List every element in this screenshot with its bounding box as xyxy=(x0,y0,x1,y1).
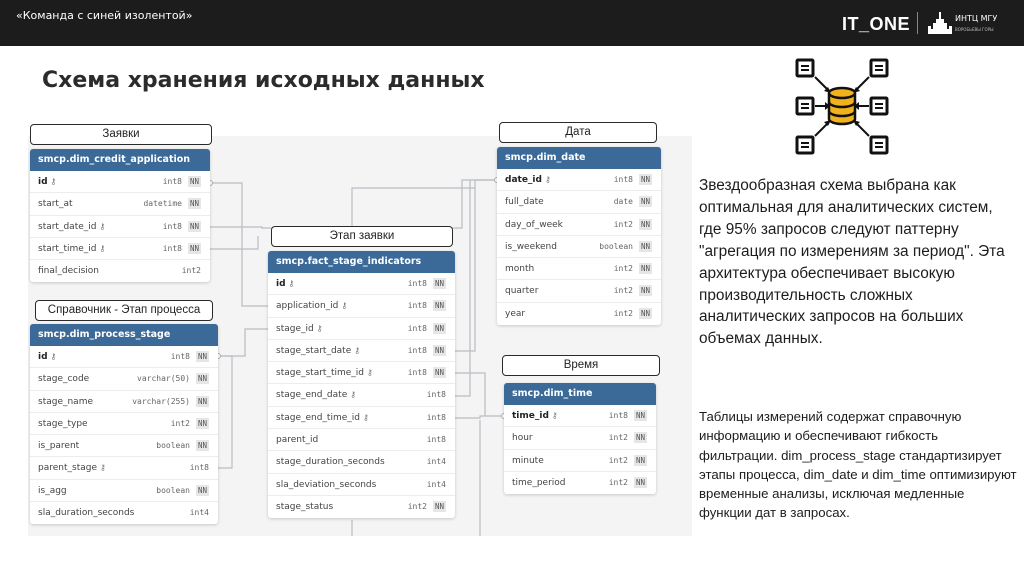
column-type: int2 xyxy=(170,418,190,428)
column-name-text: sla_deviation_seconds xyxy=(276,479,377,490)
column-name xyxy=(512,478,566,488)
column-name xyxy=(512,411,558,421)
column-name-text: start_time_id xyxy=(38,243,97,254)
msu-logo-subtext: ВОРОБЬЕВЫ ГОРЫ xyxy=(955,27,994,32)
column-name-text: stage_start_date xyxy=(276,345,352,356)
label-process-reference: Справочник - Этап процесса xyxy=(35,300,213,321)
team-name: «Команда с синей изолентой» xyxy=(16,9,193,22)
not-null-badge: NN xyxy=(189,177,199,186)
column-type: int8 xyxy=(608,411,628,420)
column-name-text: month xyxy=(505,264,535,275)
table-row[interactable] xyxy=(30,238,210,260)
description-secondary: Таблицы измерений содержат справочную информацию и обеспечивают гибкость фильтрации. dim_process_stage стандартизирует этапы процесса, dim_date и dim_time оптимизируют временные анализы, исключая медленные функции дат в запросах. xyxy=(699,409,1017,521)
not-null-badge: NN xyxy=(189,221,199,231)
table-row[interactable] xyxy=(30,413,218,435)
not-null-badge: NN xyxy=(197,396,207,406)
column-name-text: stage_end_date xyxy=(276,390,348,401)
column-name xyxy=(276,279,294,289)
column-name xyxy=(38,441,79,451)
not-null-badge: NN xyxy=(434,345,444,355)
column-name xyxy=(38,463,106,473)
column-name-text: id xyxy=(38,177,48,187)
table-row[interactable] xyxy=(30,260,210,282)
table-row[interactable] xyxy=(268,429,455,451)
table-row[interactable] xyxy=(30,502,218,524)
key-icon: ⚷ xyxy=(316,323,323,333)
column-type: int2 xyxy=(608,477,628,487)
description-main: Звездообразная схема выбрана как оптимальная для аналитических систем, где 95% запросов следуют паттерну "агрегация по измерениям за период". Эта архитектура обеспечивает высокую производительность сложных аналитических запросов на больших объемах данных. xyxy=(699,177,1005,348)
column-name xyxy=(505,242,557,252)
column-name xyxy=(505,175,551,185)
table-row[interactable] xyxy=(497,214,661,236)
label-stage: Этап заявки xyxy=(271,226,453,247)
column-type: int2 xyxy=(613,308,633,318)
not-null-badge: NN xyxy=(434,368,444,378)
column-name xyxy=(38,244,105,254)
column-name xyxy=(276,301,347,311)
column-name-text: start_date_id xyxy=(38,221,97,232)
column-type: int8 xyxy=(407,301,427,311)
key-icon: ⚷ xyxy=(551,411,558,420)
label-time: Время xyxy=(502,355,660,376)
table-row[interactable] xyxy=(30,391,218,413)
key-icon: ⚷ xyxy=(544,175,551,184)
label-date: Дата xyxy=(499,122,657,143)
not-null-badge: NN xyxy=(197,418,207,428)
not-null-badge: NN xyxy=(635,411,645,420)
column-name xyxy=(505,197,544,207)
column-name-text: stage_status xyxy=(276,501,334,512)
table-dim-process-stage[interactable] xyxy=(30,324,218,524)
table-dim-time[interactable] xyxy=(504,383,656,494)
column-type: date xyxy=(613,197,633,207)
not-null-badge: NN xyxy=(434,279,444,288)
not-null-badge: NN xyxy=(640,286,650,296)
column-name-text: stage_code xyxy=(38,374,90,385)
column-name-text: full_date xyxy=(505,197,544,208)
not-null-badge: NN xyxy=(640,197,650,207)
column-type: int2 xyxy=(407,501,427,511)
key-icon: ⚷ xyxy=(99,463,106,473)
not-null-badge: NN xyxy=(635,433,645,443)
key-icon: ⚷ xyxy=(354,345,361,355)
column-name-text: stage_type xyxy=(38,418,88,429)
column-name xyxy=(276,480,376,490)
not-null-badge: NN xyxy=(640,219,650,229)
not-null-badge: NN xyxy=(434,501,444,511)
column-type: int8 xyxy=(170,352,190,361)
column-name xyxy=(276,368,373,378)
table-row[interactable] xyxy=(30,171,210,193)
column-name xyxy=(505,309,525,319)
table-row[interactable] xyxy=(30,435,218,457)
table-row[interactable] xyxy=(268,451,455,473)
column-type: int8 xyxy=(407,345,427,355)
column-name-text: hour xyxy=(512,433,533,444)
not-null-badge: NN xyxy=(635,477,645,487)
column-name-text: final_decision xyxy=(38,266,99,277)
column-type: int8 xyxy=(407,279,427,288)
column-name xyxy=(38,397,93,407)
column-type: int8 xyxy=(162,177,182,186)
table-header: smcp.dim_time xyxy=(504,383,656,405)
column-name xyxy=(38,374,89,384)
not-null-badge: NN xyxy=(635,455,645,465)
top-bar xyxy=(0,0,1024,46)
column-name-text: stage_name xyxy=(38,396,94,407)
column-type: int8 xyxy=(189,463,209,473)
table-row[interactable] xyxy=(497,236,661,258)
column-name-text: application_id xyxy=(276,301,339,312)
column-name-text: parent_stage xyxy=(38,463,97,474)
not-null-badge: NN xyxy=(189,243,199,253)
table-row[interactable] xyxy=(30,346,218,368)
column-type: int8 xyxy=(162,221,182,231)
table-row[interactable] xyxy=(268,295,455,317)
not-null-badge: NN xyxy=(197,485,207,495)
column-name xyxy=(505,264,534,274)
key-icon: ⚷ xyxy=(288,279,295,288)
column-name xyxy=(276,435,318,445)
table-row[interactable] xyxy=(497,169,661,191)
column-name xyxy=(38,419,88,429)
msu-logo-text: ИНТЦ МГУ xyxy=(955,14,998,23)
page-title: Схема хранения исходных данных xyxy=(42,68,485,93)
column-name xyxy=(276,390,356,400)
column-name xyxy=(38,199,73,209)
column-name-text: is_agg xyxy=(38,485,67,496)
column-name xyxy=(505,220,563,230)
table-header: smcp.dim_process_stage xyxy=(30,324,218,346)
key-icon: ⚷ xyxy=(99,243,106,253)
table-row[interactable] xyxy=(268,384,455,406)
column-name-text: minute xyxy=(512,455,544,466)
key-icon: ⚷ xyxy=(367,368,373,378)
table-row[interactable] xyxy=(268,362,455,384)
column-name-text: stage_start_time_id xyxy=(276,368,364,379)
column-name-text: stage_end_time_id xyxy=(276,412,360,423)
column-type: int8 xyxy=(426,435,446,445)
column-type: int2 xyxy=(613,264,633,274)
table-row[interactable] xyxy=(497,303,661,325)
column-name xyxy=(38,352,56,362)
column-name xyxy=(38,486,67,496)
table-row[interactable] xyxy=(268,340,455,362)
table-row[interactable] xyxy=(504,405,656,427)
column-name-text: id xyxy=(276,279,286,289)
column-type: int2 xyxy=(181,266,201,276)
column-type: int2 xyxy=(608,455,628,465)
not-null-badge: NN xyxy=(434,301,444,311)
label-applications: Заявки xyxy=(30,124,212,145)
column-name xyxy=(512,456,544,466)
table-row[interactable] xyxy=(268,318,455,340)
column-type: int8 xyxy=(613,175,633,184)
table-row[interactable] xyxy=(30,480,218,502)
table-header: smcp.fact_stage_indicators xyxy=(268,251,455,273)
column-type: int8 xyxy=(407,368,427,378)
column-name xyxy=(38,266,99,276)
table-row[interactable] xyxy=(497,258,661,280)
table-header: smcp.dim_credit_application xyxy=(30,149,210,171)
column-name xyxy=(505,286,538,296)
not-null-badge: NN xyxy=(197,352,207,361)
column-name xyxy=(38,222,105,232)
not-null-badge: NN xyxy=(640,241,650,251)
column-name-text: time_period xyxy=(512,477,566,488)
table-row[interactable] xyxy=(504,472,656,494)
logo-divider xyxy=(917,12,918,34)
key-icon: ⚷ xyxy=(350,390,357,400)
column-name-text: stage_id xyxy=(276,323,314,334)
column-type: boolean xyxy=(156,485,190,495)
table-row[interactable] xyxy=(268,273,455,295)
table-dim-credit-application[interactable] xyxy=(30,149,210,282)
column-type: int8 xyxy=(407,323,427,333)
column-name-text: quarter xyxy=(505,286,539,297)
column-type: int8 xyxy=(426,412,446,422)
column-name xyxy=(276,502,333,512)
table-row[interactable] xyxy=(30,368,218,390)
table-row[interactable] xyxy=(30,216,210,238)
key-icon: ⚷ xyxy=(50,177,57,186)
column-name-text: time_id xyxy=(512,411,549,421)
table-row[interactable] xyxy=(504,427,656,449)
column-name xyxy=(276,457,385,467)
column-name-text: parent_id xyxy=(276,435,319,446)
key-icon: ⚷ xyxy=(50,352,57,361)
column-name-text: day_of_week xyxy=(505,219,563,230)
column-name xyxy=(276,324,323,334)
column-name xyxy=(38,177,56,187)
column-type: boolean xyxy=(156,441,190,451)
column-name-text: start_at xyxy=(38,199,73,210)
table-header: smcp.dim_date xyxy=(497,147,661,169)
it-one-logo: IT_ONE xyxy=(842,14,911,34)
not-null-badge: NN xyxy=(640,264,650,274)
column-name xyxy=(38,508,134,518)
column-type: int4 xyxy=(189,508,209,518)
table-row[interactable] xyxy=(268,496,455,518)
not-null-badge: NN xyxy=(640,308,650,318)
table-row[interactable] xyxy=(268,474,455,496)
star-schema-database-icon xyxy=(793,57,893,159)
column-name-text: date_id xyxy=(505,175,542,185)
column-type: int4 xyxy=(426,479,446,489)
not-null-badge: NN xyxy=(434,323,444,333)
key-icon: ⚷ xyxy=(99,221,106,231)
table-row[interactable] xyxy=(497,280,661,302)
column-type: boolean xyxy=(599,241,633,251)
column-name xyxy=(276,346,360,356)
table-row[interactable] xyxy=(30,457,218,479)
column-name-text: id xyxy=(38,352,48,362)
column-name-text: year xyxy=(505,308,526,319)
column-type: varchar(50) xyxy=(137,374,190,384)
table-row[interactable] xyxy=(30,193,210,215)
column-type: varchar(255) xyxy=(132,396,190,406)
column-name-text: sla_duration_seconds xyxy=(38,508,135,519)
column-name-text: is_weekend xyxy=(505,241,557,252)
table-row[interactable] xyxy=(497,191,661,213)
table-fact-stage-indicators[interactable] xyxy=(268,251,455,518)
column-type: int4 xyxy=(426,457,446,467)
table-row[interactable] xyxy=(268,407,455,429)
column-type: int2 xyxy=(608,433,628,443)
column-type: datetime xyxy=(143,199,182,209)
key-icon: ⚷ xyxy=(362,412,369,422)
not-null-badge: NN xyxy=(197,374,207,384)
key-icon: ⚷ xyxy=(341,301,348,311)
column-name xyxy=(276,413,369,423)
column-type: int8 xyxy=(426,390,446,400)
not-null-badge: NN xyxy=(189,199,199,209)
column-type: int2 xyxy=(613,219,633,229)
column-name-text: is_parent xyxy=(38,441,80,452)
table-row[interactable] xyxy=(504,450,656,472)
column-name xyxy=(512,433,533,443)
column-name-text: stage_duration_seconds xyxy=(276,457,385,468)
not-null-badge: NN xyxy=(640,175,650,184)
column-type: int8 xyxy=(162,243,182,253)
column-type: int2 xyxy=(613,286,633,296)
not-null-badge: NN xyxy=(197,441,207,451)
table-dim-date[interactable] xyxy=(497,147,661,325)
